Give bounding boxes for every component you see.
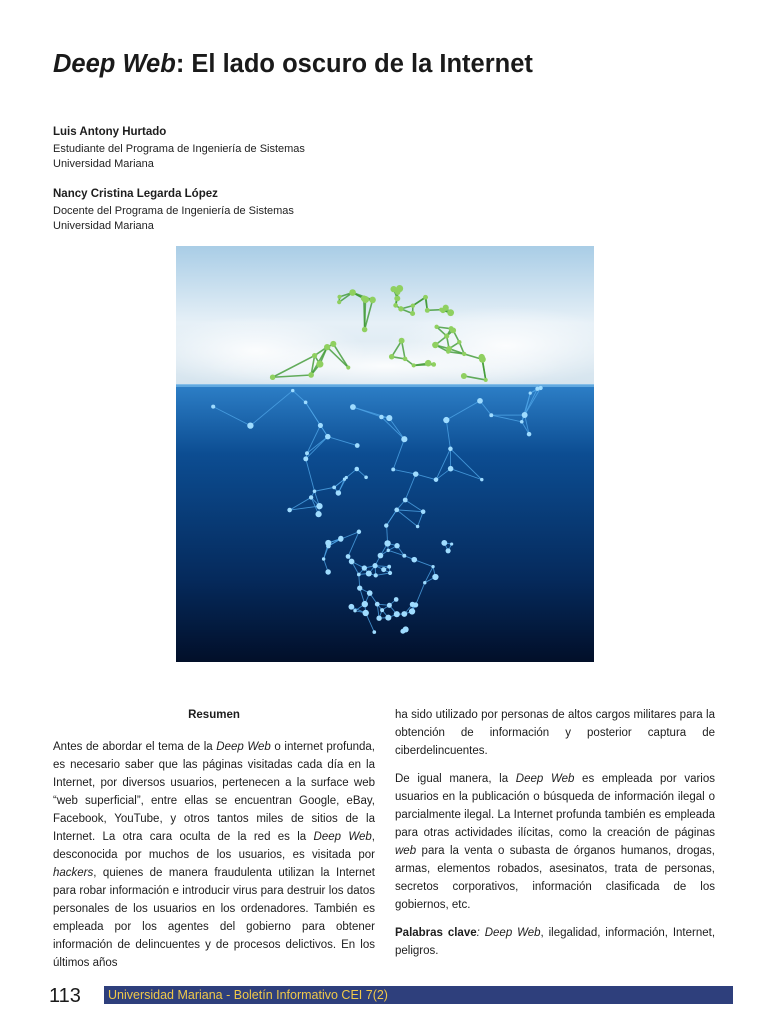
title-italic: Deep Web [53,50,176,78]
journal-name: Universidad Mariana - Boletín Informativo CEI 7(2) [108,988,388,1002]
author-block-2 [53,187,294,235]
keywords-paragraph [395,924,715,960]
footer-bar [104,986,733,1004]
author-affiliation: Universidad Mariana [53,158,154,170]
abstract-paragraph-1: Antes de abordar el tema de la Deep Web o internet profunda, es necesario saber que las páginas visitadas cada día en la Internet, por diversos usuarios, pertenecen a la surface web “web superficial”, entre ellas se encuentran Google, eBay, Facebook, YouTube, y otros tantos miles de sitios de la Internet. La otra cara oculta de la red es la Deep Web, desconocida por muchos de los usuarios, es visitada por hackers, quienes de manera fraudulenta utilizan la Internet para robar información e introducir virus para destruir los datos personales de los usuarios en los ordenadores. También es empleada por los agentes del gobierno para obtener información de delincuentes y de procesos delictivos. En los últimos años [53,741,375,969]
keywords-label: Palabras clave [395,927,477,939]
keywords-list: : Deep Web, ilegalidad, información, Internet, peligros. [395,927,716,957]
title-rest: : El lado oscuro de la Internet [175,50,533,78]
author-affiliation: Universidad Mariana [53,220,154,232]
abstract-right-column [395,706,715,960]
abstract-paragraph-2: De igual manera, la Deep Web es empleada por varios usuarios en la publicación o búsqueda de información ilegal o parcialmente ilegal. La Internet profunda también es empleada para otras actividades ilícitas, como la creación de páginas web para la venta o subasta de órganos humanos, drogas, armas, elementos robados, asesinatos, trata de personas, secretos corporativos, información clasificada de los gobiernos, etc. [395,773,715,911]
abstract-heading: Resumen [188,709,240,721]
author-name: Luis Antony Hurtado [53,126,167,138]
page-number: 113 [49,985,81,1007]
author-block-1 [53,125,305,173]
iceberg-network-illustration [176,246,594,662]
abstract-left-column [53,706,375,972]
author-role: Docente del Programa de Ingeniería de Sistemas [53,204,294,217]
article-title [53,50,533,79]
author-role: Estudiante del Programa de Ingeniería de Sistemas [53,142,305,155]
iceberg-network-svg [176,246,594,662]
abstract-paragraph-1-continued: ha sido utilizado por personas de altos cargos militares para la obtención de información y posterior captura de ciberdelincuentes. [395,709,715,757]
author-name: Nancy Cristina Legarda López [53,188,218,200]
